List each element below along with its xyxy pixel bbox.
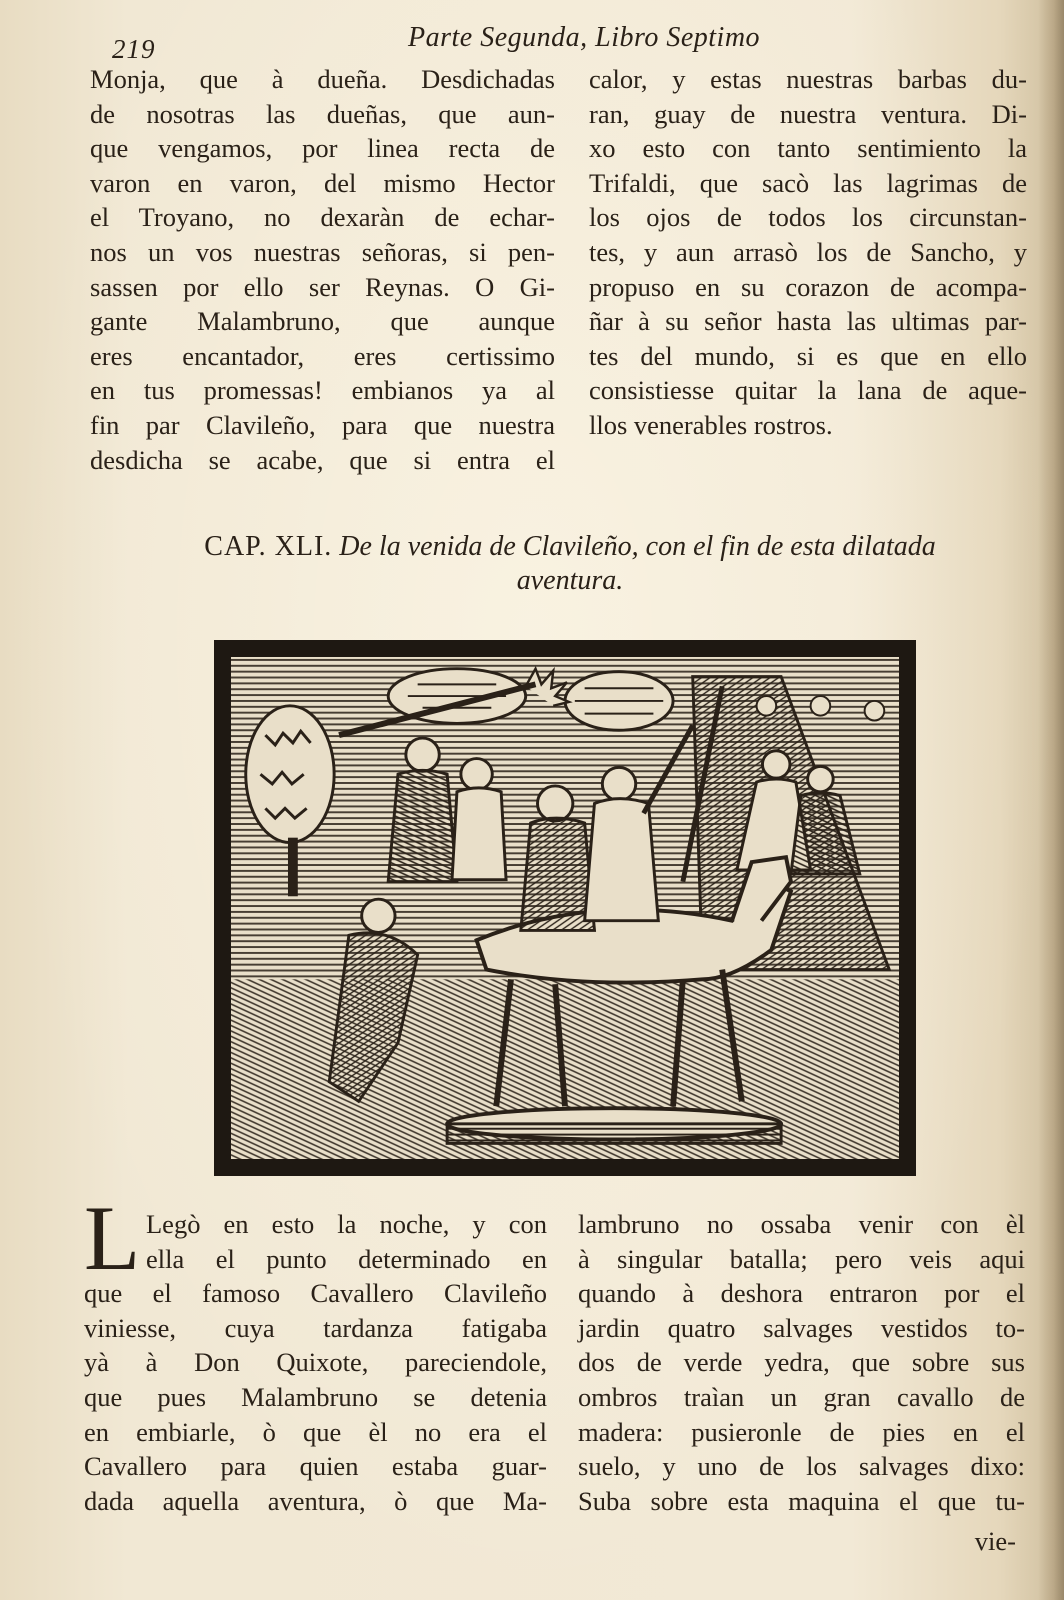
page-number: 219 bbox=[112, 34, 156, 64]
text-line: ran, guay de nuestra ventura. Di- bbox=[589, 98, 1027, 129]
text-line: llos venerables rostros. bbox=[589, 409, 833, 440]
text-line: de nosotras las dueñas, que aun- bbox=[90, 98, 555, 129]
rider-sancho bbox=[537, 786, 572, 821]
text-line: xo esto con tanto sentimiento la bbox=[589, 133, 1027, 164]
text-line: lambruno no ossaba venir con èl bbox=[578, 1209, 1025, 1239]
text-line: eres encantador, eres certissimo bbox=[90, 340, 555, 371]
text-line: calor, y estas nuestras barbas du- bbox=[589, 64, 1027, 94]
text-line: consistiesse quitar la lana de aque- bbox=[589, 375, 1027, 406]
text-line: varon en varon, del mismo Hector bbox=[90, 167, 555, 198]
text-line: tes, y aun arrasò los de Sancho, y bbox=[589, 236, 1027, 267]
text-line: gante Malambruno, que aunque bbox=[90, 306, 555, 337]
text-line: viniesse, cuya tardanza fatigaba bbox=[84, 1312, 547, 1343]
text-line: nos un vos nuestras señoras, si pen- bbox=[90, 236, 555, 267]
woodcut-drawing bbox=[231, 657, 899, 1159]
chapter-heading bbox=[130, 530, 1010, 598]
text-line: propuso en su corazon de acompa- bbox=[589, 271, 1027, 302]
text-line: madera: pusieronle de pies en el bbox=[578, 1416, 1025, 1447]
text-line: Trifaldi, que sacò las lagrimas de bbox=[589, 167, 1027, 198]
text-line: en tus promessas! embianos ya al bbox=[90, 375, 555, 406]
text-line: Cavallero para quien estaba guar- bbox=[84, 1451, 547, 1482]
bottom-right-column bbox=[578, 1207, 1025, 1518]
woodcut-illustration bbox=[214, 640, 916, 1176]
text-line: desdicha se acabe, que si entra el bbox=[90, 444, 555, 475]
text-line: Suba sobre esta maquina el que tu- bbox=[578, 1485, 1025, 1516]
catchword: vie- bbox=[974, 1526, 1016, 1556]
running-title: Parte Segunda, Libro Septimo bbox=[408, 22, 761, 53]
drop-cap: L bbox=[84, 1187, 141, 1289]
page-edge-shadow bbox=[1038, 0, 1064, 1600]
chapter-title-line-2: aventura. bbox=[516, 565, 624, 596]
attendant-figure bbox=[406, 738, 439, 771]
tree-icon bbox=[246, 706, 334, 843]
text-line: Legò en esto la noche, y con bbox=[146, 1209, 547, 1239]
text-line: dos de verde yedra, que sobre sus bbox=[578, 1347, 1025, 1378]
text-line: ñar à su señor hasta las ultimas par- bbox=[589, 306, 1027, 337]
text-line: quando à deshora entraron por el bbox=[578, 1278, 1025, 1309]
page-header bbox=[112, 22, 1032, 66]
crouching-figure bbox=[362, 899, 395, 932]
text-line: que vengamos, por linea recta de bbox=[90, 133, 555, 164]
text-line: fin par Clavileño, para que nuestra bbox=[90, 409, 555, 440]
text-line: los ojos de todos los circunstan- bbox=[589, 202, 1027, 233]
text-line: tes del mundo, si es que en ello bbox=[589, 340, 1027, 371]
text-line: en embiarle, ò que èl no era el bbox=[84, 1416, 547, 1447]
text-line: que pues Malambruno se detenia bbox=[84, 1381, 547, 1412]
chapter-title-line-1: De la venida de Clavileño, con el fin de esta dilatada bbox=[339, 531, 936, 562]
text-line: Monja, que à dueña. Desdichadas bbox=[90, 64, 555, 94]
text-line: ella el punto determinado en bbox=[146, 1243, 547, 1274]
text-line: que el famoso Cavallero Clavileño bbox=[84, 1278, 547, 1309]
top-right-column bbox=[589, 62, 1027, 443]
text-line: dada aquella aventura, ò que Ma- bbox=[84, 1485, 547, 1516]
text-line: el Troyano, no dexaràn de echar- bbox=[90, 202, 555, 233]
text-line: à singular batalla; pero veis aqui bbox=[578, 1243, 1025, 1274]
lady-figure bbox=[762, 751, 790, 778]
top-left-column bbox=[90, 62, 555, 477]
text-line: suelo, y uno de los salvages dixo: bbox=[578, 1451, 1025, 1482]
woodcut-frame bbox=[229, 655, 901, 1161]
text-line: yà à Don Quixote, pareciendole, bbox=[84, 1347, 547, 1378]
text-line: sassen por ello ser Reynas. O Gi- bbox=[90, 271, 555, 302]
bottom-left-column bbox=[84, 1207, 547, 1518]
rider-don-quixote bbox=[602, 767, 635, 800]
text-line: jardin quatro salvages vestidos to- bbox=[578, 1312, 1025, 1343]
text-line: ombros traìan un gran cavallo de bbox=[578, 1381, 1025, 1412]
chapter-label: CAP. XLI. bbox=[204, 531, 333, 562]
